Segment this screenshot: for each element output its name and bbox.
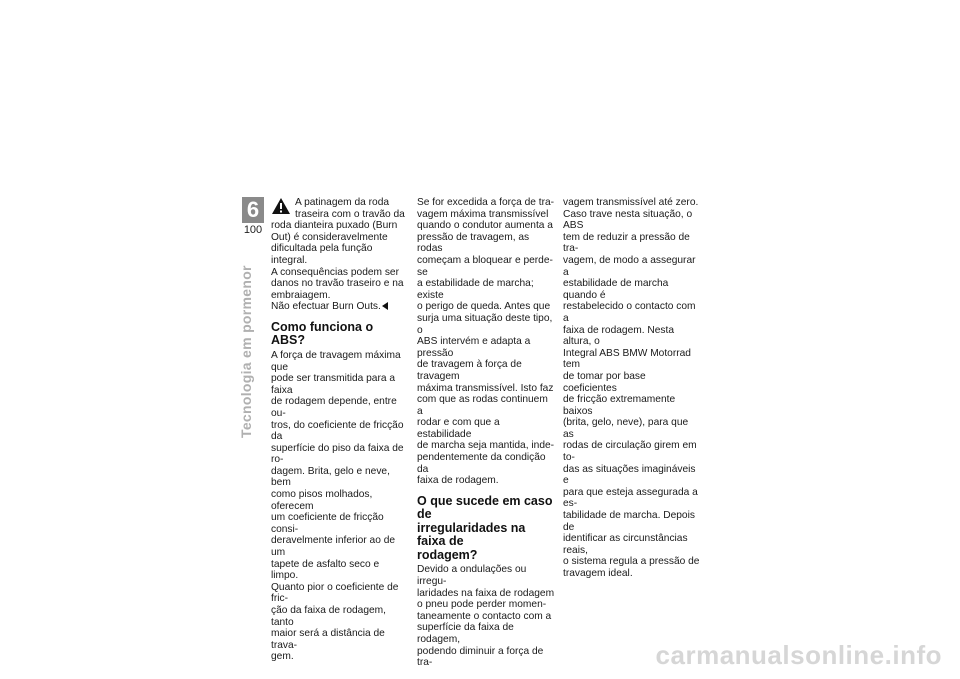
warning-block: [271, 197, 409, 313]
abs-paragraph: A força de travagem máxima que pode ser transmitida para a faixa de rodagem depende, entre ou- tros, do coeficiente de fricção da superfície do piso da faixa de ro- dagem. Brita, gelo e neve, bem como pisos molhados, oferecem um coeficiente de fricção consi- deravelmente inferior ao de um tapete de asfalto seco e limpo. Quanto pior o coeficiente de fric- ção da faixa de rodagem, tanto maior será a distância de trava- gem.: [271, 349, 404, 663]
heading-irregularities: O que sucede em caso de irregularidades na faixa de rodagem?: [417, 493, 553, 562]
column-1: [271, 197, 409, 663]
irregularities-paragraph: Devido a ondulações ou irregu- laridades na faixa de rodagem o pneu pode perder momen- taneamente o contacto com a superfície da faixa de rodagem, podendo diminuir a força de tra-: [417, 564, 555, 669]
page-number: 100: [243, 224, 263, 236]
abs-paragraph-continued: Se for excedida a força de tra- vagem máxima transmissível quando o condutor aumenta a pressão de travagem, as rodas começam a bloquear e perde-se a estabilidade de marcha; existe o perigo de queda. Antes que surja uma situação deste tipo, o ABS intervém e adapta a pressão de travagem à força de travagem máxima transmissível. Isto faz com que as rodas continuem a rodar e com que a estabilidade de marcha seja mantida, inde- pendentemente da condição da faixa de rodagem.: [417, 197, 555, 487]
section-title-vertical: Tecnologia em pormenor: [238, 265, 254, 438]
end-mark-icon: [382, 302, 388, 310]
column-3: [563, 197, 701, 580]
heading-abs: Como funciona o ABS?: [271, 319, 374, 348]
chapter-tab: 6: [242, 197, 264, 223]
watermark: carmanualsonline.info: [655, 640, 942, 670]
warning-text: [271, 197, 409, 313]
warning-icon: [271, 197, 291, 215]
warning-text-content: A patinagem da roda traseira com o travão da roda dianteira puxado (Burn Out) é consideravelmente dificultada pela função integral. A consequências podem ser danos no travão traseiro e na embraiagem. Não efectuar Burn Outs.: [271, 197, 405, 313]
irregularities-paragraph-continued: vagem transmissível até zero. Caso trave nesta situação, o ABS tem de reduzir a pressão de tra- vagem, de modo a assegurar a estabilidade de marcha quando é restabelecido o contacto com a faixa de rodagem. Nesta altura, o Integral ABS BMW Motorrad tem de tomar por base coeficientes de fricção extremamente baixos (brita, gelo, neve), para que as rodas de circulação girem em to- das as situações imagináveis e para que esteja assegurada a es- tabilidade de marcha. Depois de identificar as circunstâncias reais, o sistema regula a pressão de travagem ideal.: [563, 197, 700, 579]
column-2: [417, 197, 555, 669]
